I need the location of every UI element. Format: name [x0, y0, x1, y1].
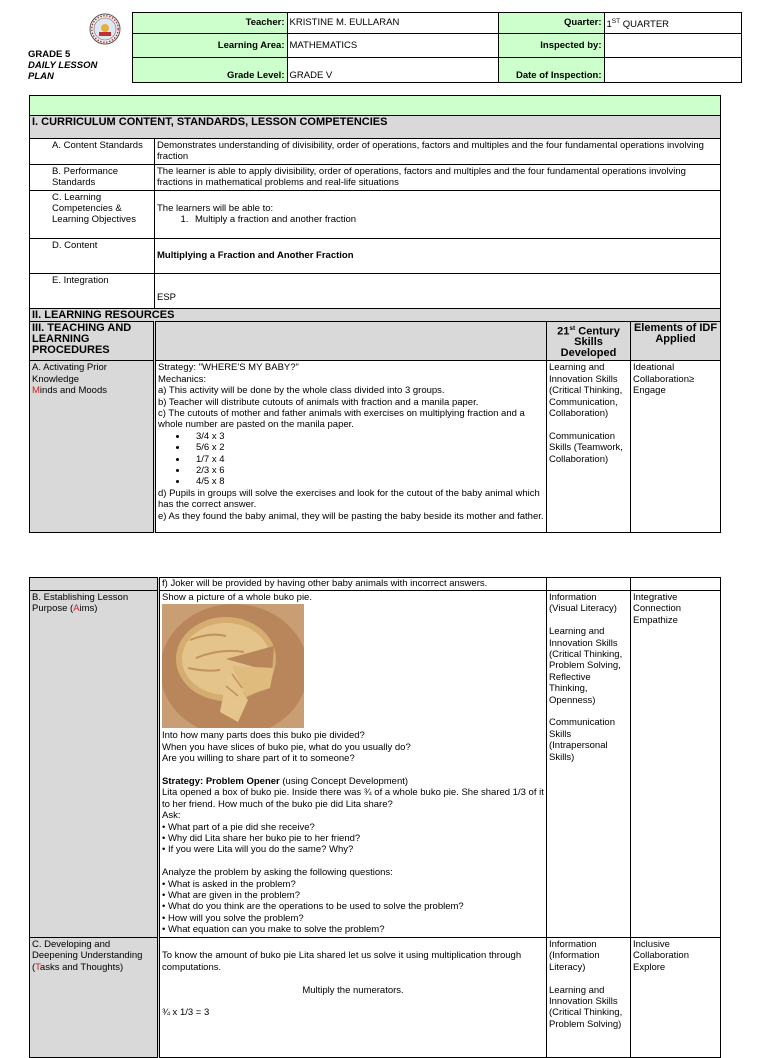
integration-value: ESP: [155, 273, 721, 308]
exercise-item: • 3/4 x 3: [188, 431, 544, 442]
content-standards-value: Demonstrates understanding of divisibility, order of operations, factors and multiples and the four fundamental operations involving fraction: [155, 139, 721, 165]
row-b-strategy-rest: (using Concept Development): [279, 776, 409, 788]
row-b-q2: When you have slices of buko pie, what do you usually do?: [162, 741, 411, 753]
row-a-step-c: c) The cutouts of mother and father animals with exercises on multiplying fraction and a whole number are pasted on the manila paper.: [158, 407, 525, 431]
row-a-body: [155, 361, 547, 533]
row-b-analyze-item: • What do you think are the operations to be used to solve the problem?: [162, 901, 464, 913]
row-a-strategy: Strategy: "WHERE'S MY BABY?": [158, 362, 299, 374]
quarter-value: [604, 13, 741, 34]
exercise-list: [158, 431, 544, 488]
row-b-ask: Ask:: [162, 810, 181, 822]
row-b-q3: Are you willing to share part of it to someone?: [162, 753, 355, 765]
competencies-intro: The learners will be able to:: [157, 202, 274, 214]
row-b-label: [30, 591, 159, 938]
teacher-value: KRISTINE M. EULLARAN: [287, 13, 498, 34]
row-b-body: [159, 591, 547, 938]
content-label: D. Content: [30, 238, 155, 273]
row-a-idf: Ideational Collaboration≥ Engage: [631, 361, 721, 533]
row-a-step-a: a) This activity will be done by the whole class divided into 3 groups.: [158, 385, 445, 397]
row-c-letter: T: [35, 961, 40, 973]
row-b-analyze: Analyze the problem by asking the following questions:: [162, 867, 393, 879]
row-a2-label: [30, 578, 159, 591]
row-c-label-rest: asks and Thoughts): [39, 961, 124, 973]
row-a-step-b: b) Teacher will distribute cutouts of animals with fraction and a manila paper.: [158, 396, 479, 408]
row-c-idf: Inclusive Collaboration Explore: [631, 938, 721, 1058]
row-b-skills: [547, 591, 631, 938]
content-value: Multiplying a Fraction and Another Fraction: [155, 238, 721, 273]
row-b-skills-1: Information (Visual Literacy): [549, 592, 617, 615]
date-value[interactable]: [604, 58, 741, 83]
green-banner: [30, 96, 721, 116]
row-c-body: [159, 938, 547, 1058]
row-b-idf: Integrative Connection Empathize: [631, 591, 721, 938]
row-b-label-rest: ims): [79, 603, 98, 615]
grade-label: GRADE 5: [28, 48, 71, 60]
row-b-analyze-item: • How will you solve the problem?: [162, 912, 304, 924]
row-c-skills: [547, 938, 631, 1058]
row-a-skills-2: Communication Skills (Teamwork, Collaboration): [549, 430, 623, 465]
exercise-item: • 4/5 x 8: [188, 476, 544, 487]
row-b-letter: A: [73, 603, 80, 615]
plan-line-2: PLAN: [28, 70, 54, 82]
col-21st-header: [547, 321, 631, 361]
lesson-header: [26, 12, 742, 83]
row-a-skills-1: Learning and Innovation Skills (Critical Thinking, Communication, Collaboration): [549, 362, 623, 419]
row-b-show: Show a picture of a whole buko pie.: [162, 592, 312, 603]
row-b-label-line1: B. Establishing Lesson Purpose (: [32, 592, 129, 615]
deped-seal-icon: [89, 13, 121, 45]
section3-title: III. TEACHING AND LEARNING PROCEDURES: [30, 321, 155, 361]
row-b-analyze-item: • What are given in the problem?: [162, 890, 300, 902]
quarter-label: Quarter:: [498, 13, 604, 34]
row-c-text: To know the amount of buko pie Lita shared let us solve it using multiplication through computations.: [162, 950, 522, 973]
row-c-label-text: [32, 939, 155, 973]
row-c-label: [30, 938, 159, 1058]
competencies-label: C. Learning Competencies & Learning Objectives: [30, 190, 155, 238]
competency-item: 1. Multiply a fraction and another fraction: [191, 214, 718, 225]
lesson-table-page2: [29, 577, 721, 1058]
row-a-letter: M: [32, 385, 40, 397]
buko-pie-photo: [162, 604, 304, 728]
row-a2-step-f: f) Joker will be provided by having other baby animals with incorrect answers.: [159, 578, 547, 591]
row-b-problem: Lita opened a box of buko pie. Inside there was ¾ of a whole buko pie. She shared 1/3 of it to her friend. How much of the buko pie did Lita share?: [162, 787, 544, 810]
row-a-label: [30, 361, 155, 533]
row-b-analyze-item: • What is asked in the problem?: [162, 878, 296, 890]
row-b-analyze-item: • What equation can you make to solve the problem?: [162, 924, 385, 936]
row-a2-idf: [631, 578, 721, 591]
quarter-sup: ST: [611, 17, 621, 25]
row-a-skills: [547, 361, 631, 533]
row-b-strategy: [162, 776, 544, 787]
row-c-skills-1: Information (Information Literacy): [549, 939, 600, 973]
level-value: GRADE V: [287, 58, 498, 83]
teacher-label: Teacher:: [132, 13, 287, 34]
plan-line-1: DAILY LESSON: [28, 59, 98, 71]
section1-title: I. CURRICULUM CONTENT, STANDARDS, LESSON COMPETENCIES: [30, 116, 721, 139]
row-b-ask-item: • Why did Lita share her buko pie to her friend?: [162, 833, 361, 845]
row-a-step-d: d) Pupils in groups will solve the exercises and look for the cutout of the baby animal which has the correct answer.: [158, 487, 540, 511]
row-a-label-rest: inds and Moods: [39, 385, 107, 397]
row-b-strategy-bold: Strategy: Problem Opener: [162, 776, 280, 788]
quarter-prefix: 1: [606, 18, 612, 30]
performance-standards-value: The learner is able to apply divisibility, order of operations, factors and multiples and the four fundamental operations involving fractions in mathematical problems and real-life situations: [155, 164, 721, 190]
row-a-label-line1: A. Activating Prior Knowledge: [32, 362, 107, 385]
row-a-label-line2: [32, 385, 151, 396]
exercise-item: • 2/3 x 6: [188, 465, 544, 476]
col21-a: 21: [557, 325, 570, 338]
row-a-step-e: e) As they found the baby animal, they will be pasting the baby beside its mother and father.: [158, 510, 544, 522]
row-a-mechanics: Mechanics:: [158, 373, 207, 385]
row-c-equation: ¾ x 1/3 = 3: [162, 1007, 210, 1019]
row-b-ask-item: • What part of a pie did she receive?: [162, 821, 315, 833]
competencies-value: [155, 190, 721, 238]
performance-standards-label: B. Performance Standards: [30, 164, 155, 190]
exercise-item: • 5/6 x 2: [188, 442, 544, 453]
section3-blank: [155, 321, 547, 361]
row-a2-skills: [547, 578, 631, 591]
row-c-skills-2: Learning and Innovation Skills (Critical Thinking, Problem Solving): [549, 984, 623, 1030]
row-b-ask-item: • If you were Lita will you do the same? Why?: [162, 844, 354, 856]
integration-label: E. Integration: [30, 273, 155, 308]
date-label: Date of Inspection:: [498, 58, 604, 83]
row-b-skills-3: Communication Skills (Intrapersonal Skills): [549, 717, 615, 763]
row-b-label-text: [32, 592, 155, 615]
col21-b: Century Skills Developed: [560, 325, 620, 360]
col21-sup: st: [569, 324, 576, 332]
inspected-label: Inspected by:: [498, 34, 604, 58]
row-b-skills-2: Learning and Innovation Skills (Critical Thinking, Problem Solving, Reflective Thinking, Openness): [549, 626, 623, 706]
content-standards-label: A. Content Standards: [30, 139, 155, 165]
row-b-q1: Into how many parts does this buko pie divided?: [162, 730, 365, 742]
exercise-item: • 1/7 x 4: [188, 454, 544, 465]
level-label: Grade Level:: [132, 58, 287, 83]
inspected-value[interactable]: [604, 34, 741, 58]
row-c-label-line1: C. Developing and Deepening Understanding (: [32, 939, 143, 973]
header-school-block: [26, 13, 132, 83]
row-c-step: Multiply the numerators.: [302, 984, 404, 996]
area-label: Learning Area:: [132, 34, 287, 58]
quarter-suffix: QUARTER: [620, 18, 670, 30]
area-value: MATHEMATICS: [287, 34, 498, 58]
section2-title: II. LEARNING RESOURCES: [30, 308, 721, 321]
lesson-table-page1: [29, 95, 721, 533]
col-idf-header: Elements of IDF Applied: [631, 321, 721, 361]
